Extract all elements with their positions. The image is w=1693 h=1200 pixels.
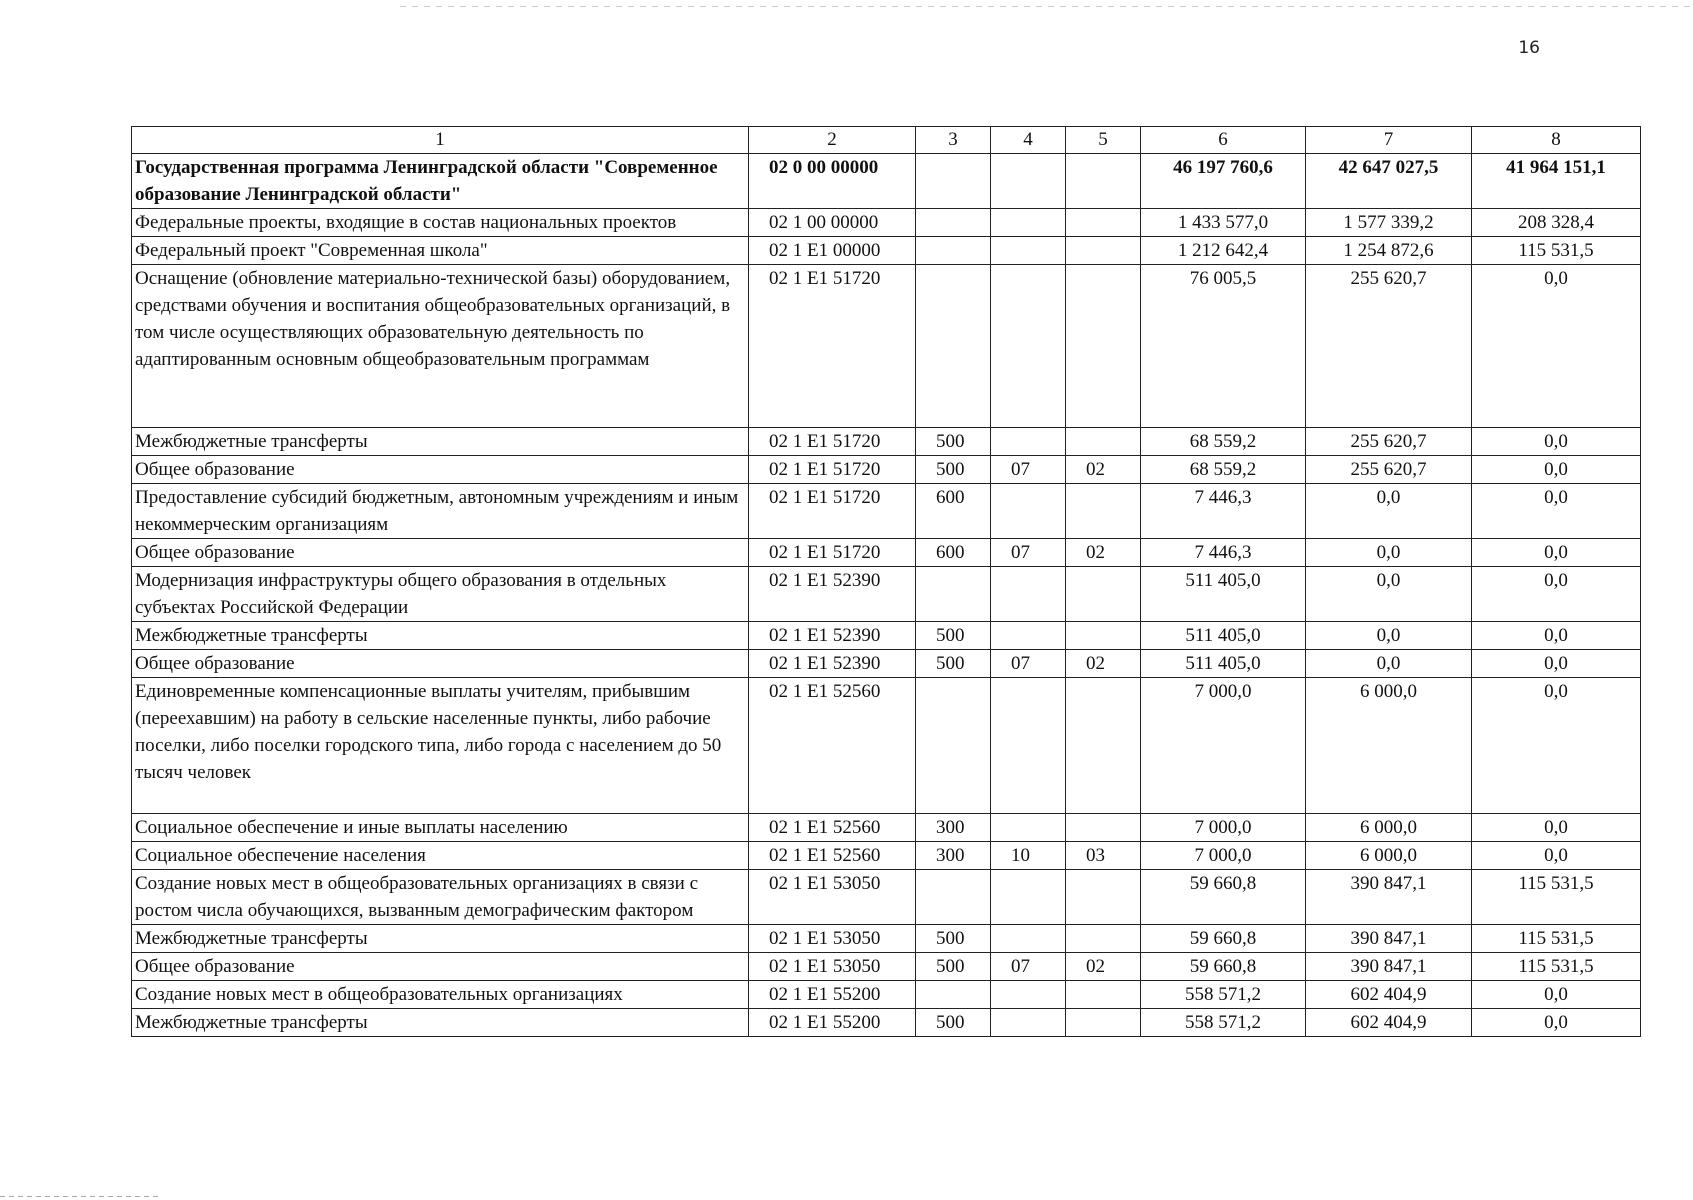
header-cell: 3: [916, 127, 991, 154]
row-col5-cell: [1066, 814, 1141, 842]
header-cell: 6: [1141, 127, 1306, 154]
row-col4-cell: [991, 622, 1066, 650]
row-code-cell: 02 1 E1 00000: [749, 237, 916, 265]
row-value8-cell: 0,0: [1472, 539, 1641, 567]
table-row: [132, 814, 1641, 842]
row-value8-cell: 0,0: [1472, 265, 1641, 428]
row-col5-cell: [1066, 237, 1141, 265]
row-col3-cell: 500: [916, 1009, 991, 1037]
row-col4-cell: [991, 428, 1066, 456]
row-col3-cell: 500: [916, 953, 991, 981]
row-value6-cell: 1 212 642,4: [1141, 237, 1306, 265]
row-value6-cell: 7 000,0: [1141, 678, 1306, 814]
row-col5-cell: [1066, 622, 1141, 650]
row-value7-cell: 0,0: [1306, 484, 1472, 539]
row-col5-cell: [1066, 870, 1141, 925]
row-col5-cell: [1066, 678, 1141, 814]
header-cell: 4: [991, 127, 1066, 154]
page-number: 16: [1518, 38, 1540, 58]
row-value8-cell: 0,0: [1472, 428, 1641, 456]
table-row: [132, 622, 1641, 650]
table-row: [132, 265, 1641, 428]
row-value6-cell: 68 559,2: [1141, 456, 1306, 484]
row-col5-cell: [1066, 154, 1141, 209]
row-col3-cell: 500: [916, 428, 991, 456]
row-col5-cell: [1066, 1009, 1141, 1037]
header-cell: 8: [1472, 127, 1641, 154]
header-cell: 5: [1066, 127, 1141, 154]
table-row: [132, 456, 1641, 484]
row-name-cell: Межбюджетные трансферты: [132, 925, 749, 953]
row-code-cell: 02 1 E1 52560: [749, 678, 916, 814]
row-name-cell: Создание новых мест в общеобразовательных организациях: [132, 981, 749, 1009]
row-name-cell: Федеральный проект "Современная школа": [132, 237, 749, 265]
row-value7-cell: 602 404,9: [1306, 1009, 1472, 1037]
row-value6-cell: 46 197 760,6: [1141, 154, 1306, 209]
row-col4-cell: 10: [991, 842, 1066, 870]
row-value7-cell: 0,0: [1306, 650, 1472, 678]
row-col3-cell: [916, 567, 991, 622]
row-value8-cell: 0,0: [1472, 1009, 1641, 1037]
row-value7-cell: 255 620,7: [1306, 428, 1472, 456]
row-name-cell: Общее образование: [132, 456, 749, 484]
row-name-cell: Единовременные компенсационные выплаты учителям, прибывшим (переехавшим) на работу в сельские населенные пункты, либо рабочие поселки, либо поселки городского типа, либо города с населением до 50 тысяч человек: [132, 678, 749, 814]
budget-table: [131, 126, 1641, 1037]
row-name-cell: Социальное обеспечение и иные выплаты населению: [132, 814, 749, 842]
table-row: [132, 567, 1641, 622]
row-col5-cell: 02: [1066, 539, 1141, 567]
row-value6-cell: 511 405,0: [1141, 567, 1306, 622]
row-name-cell: Оснащение (обновление материально-технической базы) оборудованием, средствами обучения и воспитания общеобразовательных организаций, в том числе осуществляющих образовательную деятельность по адаптированным основным общеобразовательным программам: [132, 265, 749, 428]
row-col5-cell: 02: [1066, 456, 1141, 484]
row-code-cell: 02 1 E1 52390: [749, 650, 916, 678]
row-value7-cell: 390 847,1: [1306, 925, 1472, 953]
row-col4-cell: [991, 814, 1066, 842]
table-row: [132, 154, 1641, 209]
row-col3-cell: 500: [916, 622, 991, 650]
column-number-row: [132, 127, 1641, 154]
table-row: [132, 678, 1641, 814]
row-value8-cell: 115 531,5: [1472, 237, 1641, 265]
row-code-cell: 02 1 E1 53050: [749, 953, 916, 981]
header-cell: 2: [749, 127, 916, 154]
row-value7-cell: 390 847,1: [1306, 870, 1472, 925]
row-code-cell: 02 1 E1 53050: [749, 870, 916, 925]
row-code-cell: 02 1 E1 51720: [749, 456, 916, 484]
row-col3-cell: [916, 870, 991, 925]
row-name-cell: Социальное обеспечение населения: [132, 842, 749, 870]
row-col4-cell: 07: [991, 539, 1066, 567]
row-value8-cell: 208 328,4: [1472, 209, 1641, 237]
table-row: [132, 981, 1641, 1009]
row-name-cell: Общее образование: [132, 539, 749, 567]
row-name-cell: Государственная программа Ленинградской области "Современное образование Ленинградской области": [132, 154, 749, 209]
row-code-cell: 02 1 E1 51720: [749, 484, 916, 539]
scan-artifact-bottom: [0, 1196, 160, 1197]
row-value6-cell: 511 405,0: [1141, 650, 1306, 678]
row-col3-cell: [916, 209, 991, 237]
row-value8-cell: 0,0: [1472, 650, 1641, 678]
row-code-cell: 02 1 E1 51720: [749, 428, 916, 456]
row-value7-cell: 6 000,0: [1306, 842, 1472, 870]
row-value8-cell: 0,0: [1472, 981, 1641, 1009]
row-name-cell: Федеральные проекты, входящие в состав национальных проектов: [132, 209, 749, 237]
row-value8-cell: 0,0: [1472, 842, 1641, 870]
row-col3-cell: [916, 237, 991, 265]
row-col3-cell: 500: [916, 925, 991, 953]
scan-artifact-top: [400, 6, 1690, 7]
row-col5-cell: 02: [1066, 650, 1141, 678]
row-value7-cell: 255 620,7: [1306, 265, 1472, 428]
row-value6-cell: 558 571,2: [1141, 981, 1306, 1009]
row-col3-cell: 500: [916, 650, 991, 678]
row-code-cell: 02 1 E1 51720: [749, 539, 916, 567]
table-row: [132, 428, 1641, 456]
row-value6-cell: 558 571,2: [1141, 1009, 1306, 1037]
row-col3-cell: 600: [916, 539, 991, 567]
row-col5-cell: [1066, 981, 1141, 1009]
row-value6-cell: 68 559,2: [1141, 428, 1306, 456]
row-col4-cell: [991, 484, 1066, 539]
row-col4-cell: [991, 981, 1066, 1009]
row-value7-cell: 6 000,0: [1306, 678, 1472, 814]
row-col4-cell: [991, 209, 1066, 237]
row-value8-cell: 115 531,5: [1472, 953, 1641, 981]
row-col3-cell: [916, 981, 991, 1009]
table-row: [132, 953, 1641, 981]
row-col3-cell: 300: [916, 842, 991, 870]
row-value7-cell: 390 847,1: [1306, 953, 1472, 981]
row-name-cell: Общее образование: [132, 953, 749, 981]
row-col5-cell: [1066, 567, 1141, 622]
row-value7-cell: 42 647 027,5: [1306, 154, 1472, 209]
row-value7-cell: 6 000,0: [1306, 814, 1472, 842]
table-row: [132, 870, 1641, 925]
table-row: [132, 650, 1641, 678]
row-value6-cell: 7 446,3: [1141, 539, 1306, 567]
row-name-cell: Межбюджетные трансферты: [132, 1009, 749, 1037]
row-name-cell: Предоставление субсидий бюджетным, автономным учреждениям и иным некоммерческим организациям: [132, 484, 749, 539]
row-code-cell: 02 1 E1 52560: [749, 814, 916, 842]
row-col4-cell: 07: [991, 650, 1066, 678]
row-value6-cell: 511 405,0: [1141, 622, 1306, 650]
row-col3-cell: [916, 265, 991, 428]
row-value7-cell: 602 404,9: [1306, 981, 1472, 1009]
row-col5-cell: [1066, 265, 1141, 428]
row-col4-cell: [991, 237, 1066, 265]
row-col4-cell: [991, 1009, 1066, 1037]
row-code-cell: 02 1 E1 53050: [749, 925, 916, 953]
header-cell: 7: [1306, 127, 1472, 154]
row-col5-cell: [1066, 428, 1141, 456]
row-value6-cell: 59 660,8: [1141, 925, 1306, 953]
row-value6-cell: 59 660,8: [1141, 953, 1306, 981]
row-value8-cell: 0,0: [1472, 567, 1641, 622]
row-name-cell: Межбюджетные трансферты: [132, 428, 749, 456]
row-code-cell: 02 1 E1 52390: [749, 622, 916, 650]
row-value8-cell: 0,0: [1472, 678, 1641, 814]
row-col3-cell: [916, 678, 991, 814]
row-value7-cell: 255 620,7: [1306, 456, 1472, 484]
table-row: [132, 1009, 1641, 1037]
row-col4-cell: [991, 870, 1066, 925]
row-value7-cell: 1 254 872,6: [1306, 237, 1472, 265]
row-col4-cell: 07: [991, 953, 1066, 981]
row-col4-cell: 07: [991, 456, 1066, 484]
row-name-cell: Создание новых мест в общеобразовательных организациях в связи с ростом числа обучающихся, вызванным демографическим фактором: [132, 870, 749, 925]
row-value6-cell: 7 000,0: [1141, 814, 1306, 842]
row-value8-cell: 115 531,5: [1472, 925, 1641, 953]
row-col3-cell: [916, 154, 991, 209]
row-col4-cell: [991, 567, 1066, 622]
row-value7-cell: 0,0: [1306, 567, 1472, 622]
row-col3-cell: 500: [916, 456, 991, 484]
row-col3-cell: 600: [916, 484, 991, 539]
row-name-cell: Общее образование: [132, 650, 749, 678]
table-row: [132, 484, 1641, 539]
row-name-cell: Межбюджетные трансферты: [132, 622, 749, 650]
table-row: [132, 237, 1641, 265]
row-value7-cell: 0,0: [1306, 622, 1472, 650]
row-code-cell: 02 1 00 00000: [749, 209, 916, 237]
table-row: [132, 539, 1641, 567]
row-col5-cell: 03: [1066, 842, 1141, 870]
row-col5-cell: [1066, 209, 1141, 237]
row-value7-cell: 0,0: [1306, 539, 1472, 567]
row-value6-cell: 7 446,3: [1141, 484, 1306, 539]
row-col4-cell: [991, 154, 1066, 209]
row-code-cell: 02 1 E1 51720: [749, 265, 916, 428]
row-col5-cell: 02: [1066, 953, 1141, 981]
row-col4-cell: [991, 925, 1066, 953]
row-code-cell: 02 0 00 00000: [749, 154, 916, 209]
row-value8-cell: 0,0: [1472, 484, 1641, 539]
row-value6-cell: 76 005,5: [1141, 265, 1306, 428]
row-value7-cell: 1 577 339,2: [1306, 209, 1472, 237]
row-name-cell: Модернизация инфраструктуры общего образования в отдельных субъектах Российской Федерации: [132, 567, 749, 622]
row-col4-cell: [991, 265, 1066, 428]
table-row: [132, 925, 1641, 953]
row-value6-cell: 7 000,0: [1141, 842, 1306, 870]
row-value8-cell: 115 531,5: [1472, 870, 1641, 925]
row-code-cell: 02 1 E1 52390: [749, 567, 916, 622]
row-col4-cell: [991, 678, 1066, 814]
row-value8-cell: 41 964 151,1: [1472, 154, 1641, 209]
row-value6-cell: 1 433 577,0: [1141, 209, 1306, 237]
header-cell: 1: [132, 127, 749, 154]
row-code-cell: 02 1 E1 52560: [749, 842, 916, 870]
table-row: [132, 209, 1641, 237]
row-col5-cell: [1066, 484, 1141, 539]
table-row: [132, 842, 1641, 870]
row-value8-cell: 0,0: [1472, 814, 1641, 842]
row-col3-cell: 300: [916, 814, 991, 842]
row-col5-cell: [1066, 925, 1141, 953]
row-value6-cell: 59 660,8: [1141, 870, 1306, 925]
row-code-cell: 02 1 E1 55200: [749, 1009, 916, 1037]
row-value8-cell: 0,0: [1472, 622, 1641, 650]
row-code-cell: 02 1 E1 55200: [749, 981, 916, 1009]
row-value8-cell: 0,0: [1472, 456, 1641, 484]
